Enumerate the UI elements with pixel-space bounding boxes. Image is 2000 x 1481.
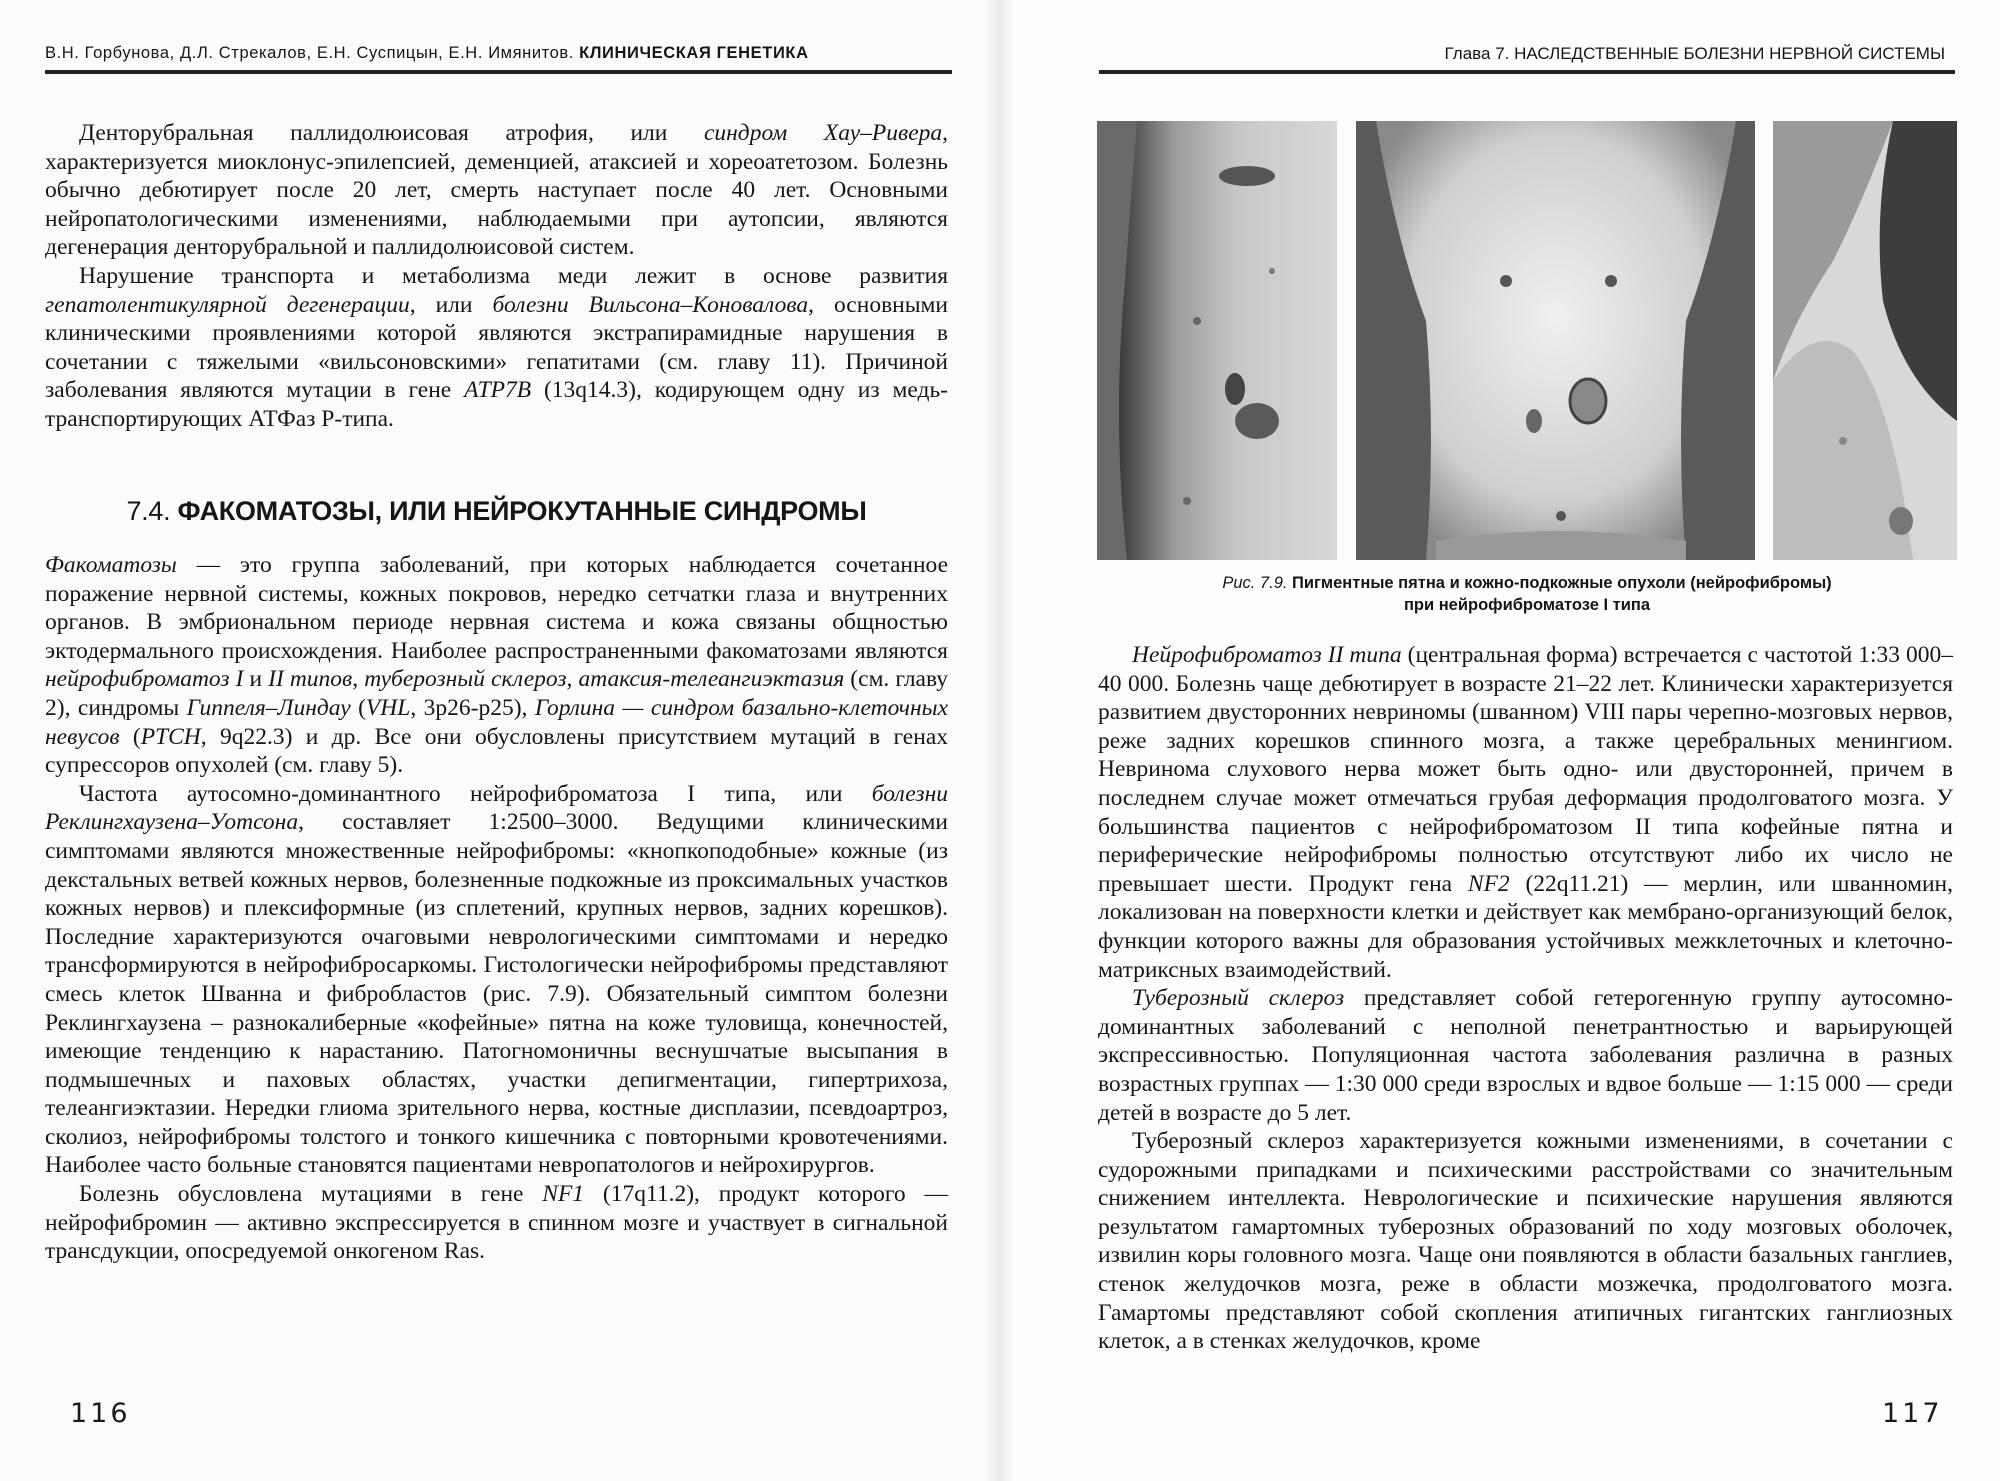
page-number-left: 116	[70, 1398, 131, 1429]
running-head-authors: В.Н. Горбунова, Д.Л. Стрекалов, Е.Н. Суспицын, Е.Н. Имянитов.	[45, 44, 574, 62]
running-head-chapter-title: НАСЛЕДСТВЕННЫЕ БОЛЕЗНИ НЕРВНОЙ СИСТЕМЫ	[1514, 44, 1945, 63]
right-running-head	[1445, 44, 1945, 64]
figure-caption-line1: Пигментные пятна и кожно-подкожные опухоли (нейрофибромы)	[1292, 574, 1832, 592]
book-gutter	[985, 0, 1015, 1481]
figure-label: Рис. 7.9.	[1222, 574, 1288, 592]
paragraph-nf1-frequency: Частота аутосомно-доминантного нейрофиброматоза I типа, или болезни Реклингхаузена–Уотсона, составляет 1:2500–3000. Ведущими клиническими симптомами являются множественные нейрофибромы: «кнопкоподобные» кожные (из декстальных ветвей кожных нервов, болезненные подкожные из проксимальных участков кожных нервов) и плексиформные (из сплетений, крупных нервов, задних корешков). Последние характеризуются очаговыми неврологическими симптомами и нередко трансформируются в нейрофибросаркомы. Гистологически нейрофибромы представляют смесь клеток Шванна и фибробластов (рис. 7.9). Обязательный симптом болезни Реклингхаузена – разнокалиберные «кофейные» пятна на коже туловища, конечностей, имеющие тенденцию к нарастанию. Патогномоничны веснушчатые высыпания в подмышечных и паховых областях, участки депигментации, гипертрихоза, телеангиэктазии. Нередки глиома зрительного нерва, костные дисплазии, псевдоартроз, сколиоз, нейрофибромы толстого и тонкого кишечника с повторными кровотечениями. Наиболее часто больные становятся пациентами невропатологов и нейрохирургов.	[45, 780, 948, 1179]
paragraph-wilson: Нарушение транспорта и метаболизма меди лежит в основе развития гепатолентикулярной дегенерации, или болезни Вильсона–Коновалова, основными клиническими проявлениями которой являются экстрапирамидные нарушения в сочетании с тяжелыми «вильсоновскими» гепатитами (см. главу 11). Причиной заболевания являются мутации в гене ATP7B (13q14.3), кодирующем одну из медь-транспортирующих АТФаз Р-типа.	[45, 262, 948, 432]
section-number: 7.4.	[126, 496, 171, 526]
figure-photo-arm-raised	[1773, 121, 1957, 560]
left-text-block-bottom	[45, 551, 948, 1266]
paragraph-dentorubral: Денторубральная паллидолюисовая атрофия, или синдром Хау–Ривера, характеризуется миоклонус-эпилепсией, деменцией, атаксией и хореоатетозом. Болезнь обычно дебютирует после 20 лет, смерть наступает после 40 лет. Основными нейропатологическими изменениями, наблюдаемыми при аутопсии, являются дегенерация денторубральной и паллидолюисовой систем.	[45, 120, 949, 261]
figure-photo-torso-side	[1097, 121, 1337, 560]
paragraph-nf1-gene: Болезнь обусловлена мутациями в гене NF1 (17q11.2), продукт которого — нейрофибромин — активно экспрессируется в спинном мозге и участвует в сигнальной трансдукции, опосредуемой онкогеном Ras.	[45, 1181, 948, 1265]
left-text-block-top	[45, 119, 948, 434]
paragraph-phakomatoses: Факоматозы — это группа заболеваний, при которых наблюдается сочетанное поражение нервной системы, кожных покровов, нередко сетчатки глаза и внутренних органов. В эмбриональном периоде нервная система и кожа связаны общностью эктодермального происхождения. Наиболее распространенными факоматозами являются нейрофиброматоз I и II типов, туберозный склероз, атаксия-телеангиэктазия (см. главу 2), синдромы Гиппеля–Линдау (VHL, 3р26-р25), Горлина — синдром базально-клеточных невусов (PTCH, 9q22.3) и др. Все они обусловлены присутствием мутаций в генах супрессоров опухолей (см. главу 5).	[45, 552, 949, 779]
right-text-block	[1098, 641, 1953, 1356]
paragraph-tuberous-sclerosis: Туберозный склероз представляет собой гетерогенную группу аутосомно-доминантных заболеваний с неполной пенетрантностью и варьирующей экспрессивностью. Популяционная частота заболевания различна в разных возрастных группах — 1:30 000 среди взрослых и вдвое больше — 1:15 000 — среди детей в возрасте до 5 лет.	[1098, 985, 1953, 1126]
running-head-chapter: Глава 7.	[1444, 44, 1510, 63]
left-header-rule	[45, 70, 952, 74]
page-number-right: 117	[1882, 1398, 1943, 1429]
figure-caption	[1099, 572, 1955, 616]
paragraph-nf2: Нейрофиброматоз II типа (центральная форма) встречается с частотой 1:33 000–40 000. Болезнь чаще дебютирует в возрасте 21–22 лет. Клинически характеризуется развитием двусторонних невриномы (шванном) VIII пары черепно-мозговых нервов, реже задних корешков спинного мозга, а также церебральных менингиом. Невринома слухового нерва может быть одно- или двусторонней, причем в последнем случае может отмечаться грубая деформация продолговатого мозга. У большинства пациентов с нейрофиброматозом II типа кофейные пятна и периферические нейрофибромы полностью отсутствуют либо их число не превышает шести. Продукт гена NF2 (22q11.21) — мерлин, или шванномин, локализован на поверхности клетки и действует как мембрано-организующий белок, функции которого важны для образования устойчивых межклеточных и клеточно-матриксных взаимодействий.	[1098, 642, 1953, 983]
figure-caption-line2: при нейрофиброматозе I типа	[1403, 596, 1651, 614]
section-heading	[45, 496, 948, 527]
left-running-head	[45, 44, 809, 63]
running-head-book-title: КЛИНИЧЕСКАЯ ГЕНЕТИКА	[579, 44, 809, 62]
figure-photo-torso-front	[1356, 121, 1755, 560]
section-title-text: ФАКОМАТОЗЫ, ИЛИ НЕЙРОКУТАННЫЕ СИНДРОМЫ	[177, 496, 867, 526]
paragraph-tuberous-sclerosis-clinical: Туберозный склероз характеризуется кожными изменениями, в сочетании с судорожными припадками и психическими расстройствами со значительным снижением интеллекта. Неврологические и психические нарушения являются результатом гамартомных туберозных образований по ходу мозговых оболочек, извилин коры головного мозга. Чаще они появляются в области базальных ганглиев, стенок желудочков мозга, реже в области мозжечка, продолговатого мозга. Гамартомы представляют собой скопления атипичных гигантских ганглиозных клеток, а в стенках желудочков, кроме	[1098, 1128, 1953, 1355]
right-header-rule	[1099, 70, 1955, 74]
